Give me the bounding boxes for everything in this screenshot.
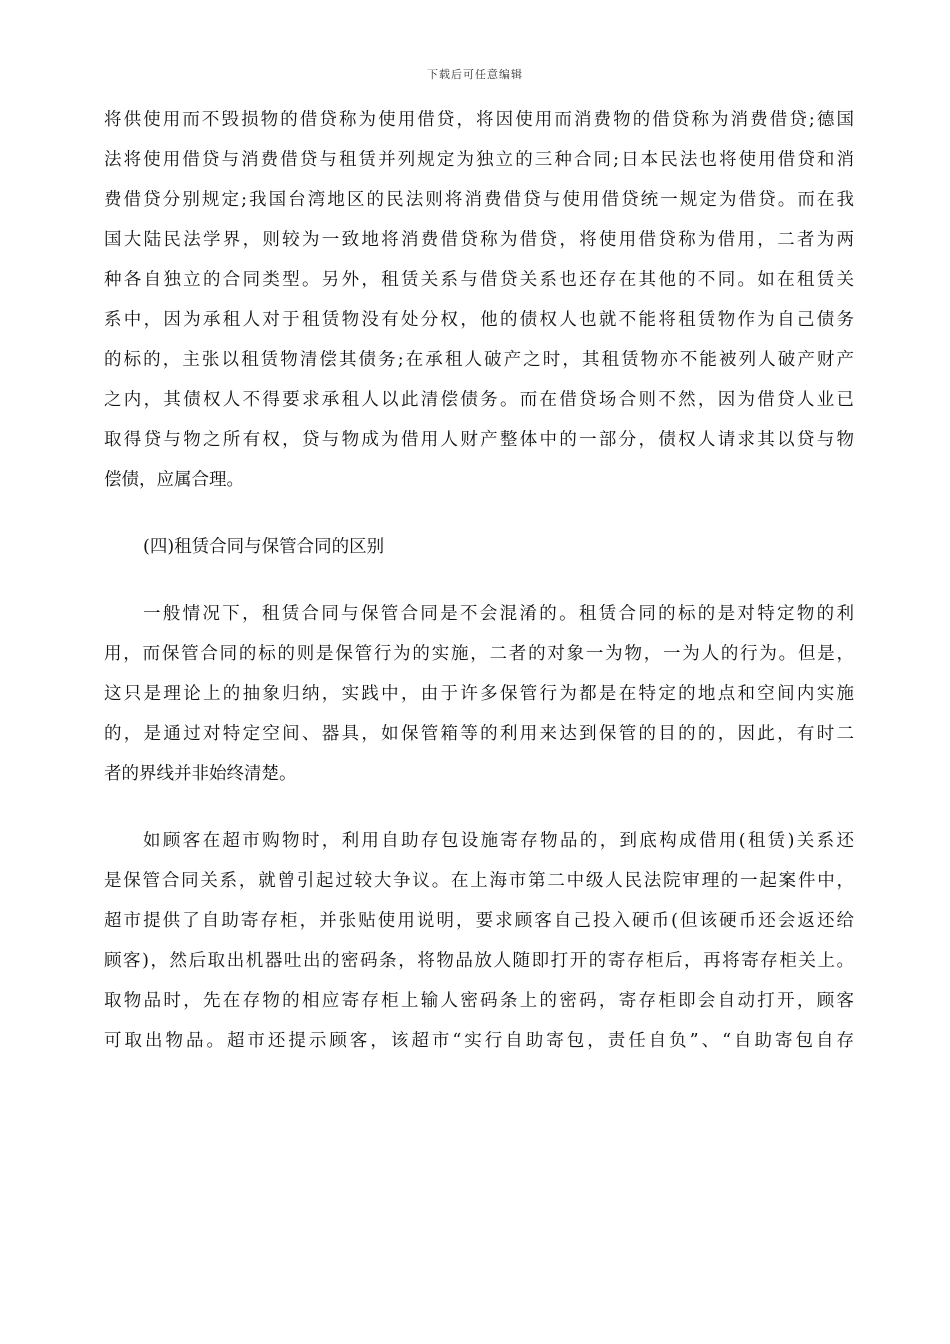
page-header: 下载后可任意编辑 <box>427 68 523 81</box>
text-line: 的标的，主张以租赁物清偿其债务;在承租人破产之时，其租赁物亦不能被列人破产财产 <box>104 350 854 370</box>
paragraph-lease-vs-custody <box>104 594 854 794</box>
paragraph-spacer <box>104 567 854 594</box>
text-line: 之内，其债权人不得要求承租人以此清偿债务。而在借贷场合则不然，因为借贷人业已 <box>104 390 854 410</box>
text-line: 取得贷与物之所有权，贷与物成为借用人财产整体中的一部分，债权人请求其以贷与物 <box>104 430 854 450</box>
text-line: 系中，因为承租人对于租赁物没有处分权，他的债权人也就不能将租赁物作为自己债务 <box>104 310 854 330</box>
text-line: 超市提供了自助寄存柜，并张贴使用说明，要求顾客自己投入硬币(但该硬币还会返还给 <box>104 911 854 931</box>
text-line: 可取出物品。超市还提示顾客，该超市“实行自助寄包，责任自负”、“自助寄包自存 <box>104 1031 854 1051</box>
paragraph-spacer <box>104 500 854 527</box>
text-line: 一般情况下，租赁合同与保管合同是不会混淆的。租赁合同的标的是对特定物的利 <box>143 604 854 624</box>
heading-text: (四)租赁合同与保管合同的区别 <box>143 537 385 557</box>
text-line: 用，而保管合同的标的则是保管行为的实施，二者的对象一为物，一为人的行为。但是， <box>104 644 854 664</box>
text-line: 的，是通过对特定空间、器具，如保管箱等的利用来达到保管的目的的，因此，有时二 <box>104 724 854 744</box>
paragraph-spacer <box>104 794 854 821</box>
document-body <box>104 100 854 1061</box>
text-line: 是保管合同关系，就曾引起过较大争议。在上海市第二中级人民法院审理的一起案件中， <box>104 871 854 891</box>
paragraph-loan-comparison <box>104 100 854 500</box>
text-line: 种各自独立的合同类型。另外，租赁关系与借贷关系也还存在其他的不同。如在租赁关 <box>104 270 854 290</box>
text-line: 偿债，应属合理。 <box>104 470 244 490</box>
text-line: 顾客)，然后取出机器吐出的密码条，将物品放人随即打开的寄存柜后，再将寄存柜关上。 <box>104 951 854 971</box>
text-line: 者的界线并非始终清楚。 <box>104 764 297 784</box>
text-line: 国大陆民法学界，则较为一致地将消费借贷称为借贷，将使用借贷称为借用，二者为两 <box>104 230 854 250</box>
text-line: 这只是理论上的抽象归纳，实践中，由于许多保管行为都是在特定的地点和空间内实施 <box>104 684 854 704</box>
section-heading <box>104 527 854 567</box>
text-line: 将供使用而不毁损物的借贷称为使用借贷，将因使用而消费物的借贷称为消费借贷;德国 <box>104 110 854 130</box>
text-line: 费借贷分别规定;我国台湾地区的民法则将消费借贷与使用借贷统一规定为借贷。而在我 <box>104 190 854 210</box>
text-line: 法将使用借贷与消费借贷与租赁并列规定为独立的三种合同;日本民法也将使用借贷和消 <box>104 150 854 170</box>
text-line: 取物品时，先在存物的相应寄存柜上输人密码条上的密码，寄存柜即会自动打开，顾客 <box>104 991 854 1011</box>
text-line: 如顾客在超市购物时，利用自助存包设施寄存物品的，到底构成借用(租赁)关系还 <box>143 831 854 851</box>
paragraph-supermarket-case <box>104 821 854 1061</box>
